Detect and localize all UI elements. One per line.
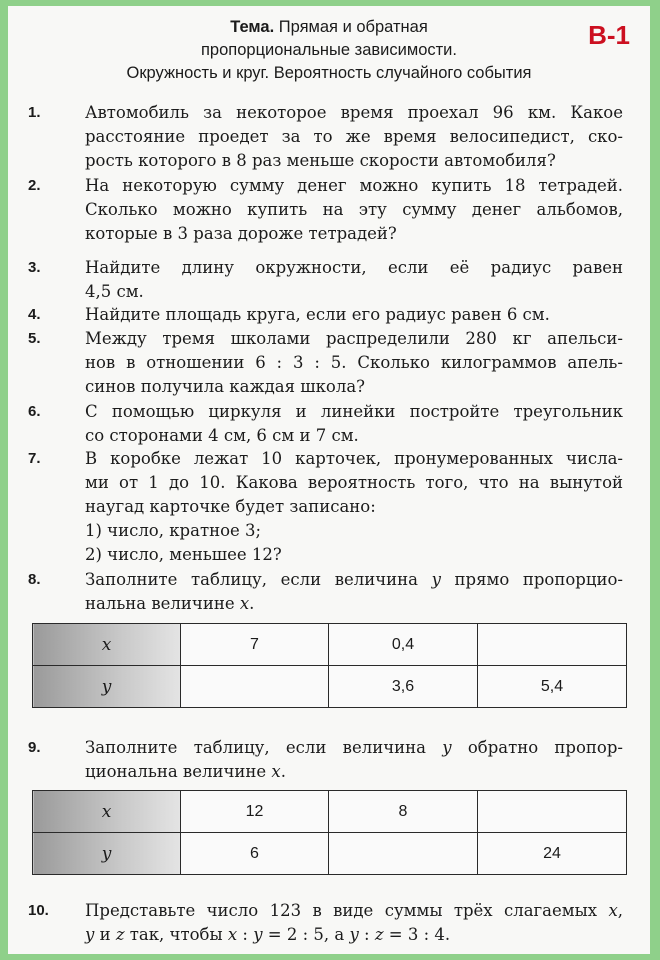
text-part: циональна величине: [85, 762, 272, 781]
row-header-x: x: [33, 624, 181, 666]
table-cell[interactable]: 5,4: [478, 666, 627, 708]
text-part: прямо пропорцио-: [440, 570, 623, 589]
table-cell[interactable]: 7: [181, 624, 329, 666]
table-cell[interactable]: 12: [181, 791, 329, 833]
task-text-line: Между тремя школами распределили 280 кг апельси-: [85, 329, 623, 348]
variable-y: y: [253, 925, 263, 944]
task-text-line: С помощью циркуля и линейки постройте треугольник: [85, 402, 623, 421]
title-line-2: пропорциональные зависимости.: [201, 41, 457, 59]
task-text-line: Найдите длину окружности, если её радиус равен: [85, 258, 623, 277]
table-cell[interactable]: 3,6: [329, 666, 478, 708]
row-header-y: y: [33, 666, 181, 708]
task-text-line: расстояние проедет за то же время велосипедист, ско-: [85, 127, 623, 146]
variable-x: x: [608, 901, 618, 920]
task-text-line: [85, 923, 623, 947]
title-line-1: [8, 16, 650, 39]
task-text-line: синов получила каждая школа?: [85, 377, 366, 396]
text-part: .: [249, 594, 255, 613]
table-cell[interactable]: 6: [181, 833, 329, 875]
table-cell[interactable]: 8: [329, 791, 478, 833]
task-text-line: Сколько можно купить на эту сумму денег альбомов,: [85, 200, 623, 219]
variable-x: x: [239, 594, 250, 613]
row-header-y: y: [33, 833, 181, 875]
text-part: обратно пропор-: [451, 738, 623, 757]
table-row-y: [33, 833, 627, 875]
task-number: 4.: [28, 306, 41, 323]
task-number: 9.: [28, 739, 41, 756]
table-8: [32, 623, 627, 708]
task-text-line: На некоторую сумму денег можно купить 18 тетрадей.: [85, 176, 623, 195]
text-part: Заполните таблицу, если величина: [85, 738, 443, 757]
title-label: Тема.: [230, 18, 275, 36]
variable-x: x: [271, 762, 281, 781]
table-cell[interactable]: [478, 791, 627, 833]
task-text-line: [85, 568, 623, 592]
table-row-x: [33, 624, 627, 666]
task-number: 1.: [28, 104, 41, 121]
text-part: :: [237, 925, 254, 944]
task-text-line: ми от 1 до 10. Какова вероятность того, что на вынутой: [85, 473, 623, 492]
task-number: 6.: [28, 403, 41, 420]
variable-y: y: [85, 925, 95, 944]
table-cell[interactable]: [478, 624, 627, 666]
task-number: 8.: [28, 571, 41, 588]
text-part: и: [94, 925, 116, 944]
task-number: 7.: [28, 450, 41, 467]
table-row-x: [33, 791, 627, 833]
worksheet: [8, 6, 650, 954]
text-part: Заполните таблицу, если величина: [85, 570, 432, 589]
title-text-1: Прямая и обратная: [274, 18, 428, 36]
text-part: .: [280, 762, 286, 781]
text-part: = 3 : 4.: [383, 925, 451, 944]
variant-label: В-1: [588, 20, 630, 50]
task-number: 2.: [28, 177, 41, 194]
table-cell[interactable]: [181, 666, 329, 708]
text-part: так, чтобы: [124, 925, 228, 944]
task-text-line: [85, 760, 623, 784]
task-text-line: [85, 736, 623, 760]
table-row-y: [33, 666, 627, 708]
table-9: [32, 790, 627, 875]
task-text-line: 4,5 см.: [85, 282, 144, 301]
task-option-1: 1) число, кратное 3;: [85, 521, 262, 540]
variable-y: y: [349, 925, 359, 944]
variable-z: z: [374, 925, 384, 944]
text-part: :: [358, 925, 375, 944]
text-part: нальна величине: [85, 594, 240, 613]
task-text-line: наугад карточке будет записано:: [85, 497, 376, 516]
task-option-2: 2) число, меньшее 12?: [85, 545, 282, 564]
table-cell[interactable]: 24: [478, 833, 627, 875]
table-cell[interactable]: [329, 833, 478, 875]
header: [8, 16, 650, 85]
variable-x: x: [227, 925, 238, 944]
task-text-line: которые в 3 раза дороже тетрадей?: [85, 224, 397, 243]
title-line-3: Окружность и круг. Вероятность случайного события: [126, 64, 532, 82]
variable-y: y: [442, 738, 452, 757]
task-number: 10.: [28, 902, 49, 919]
task-text-line: В коробке лежат 10 карточек, пронумерованных числа-: [85, 449, 623, 468]
task-number: 5.: [28, 330, 41, 347]
task-text-line: нов в отношении 6 : 3 : 5. Сколько килограммов апель-: [85, 353, 623, 372]
task-text-line: Автомобиль за некоторое время проехал 96 км. Какое: [85, 103, 623, 122]
variable-z: z: [115, 925, 125, 944]
text-part: Представьте число 123 в виде суммы трёх слагаемых: [85, 901, 609, 920]
table-cell[interactable]: 0,4: [329, 624, 478, 666]
task-number: 3.: [28, 259, 41, 276]
variable-y: y: [431, 570, 441, 589]
text-part: ,: [617, 901, 623, 920]
task-text-line: рость которого в 8 раз меньше скорости автомобиля?: [85, 151, 556, 170]
text-part: = 2 : 5, а: [262, 925, 350, 944]
task-text-line: [85, 899, 623, 923]
task-text-line: со сторонами 4 см, 6 см и 7 см.: [85, 426, 359, 445]
row-header-x: x: [33, 791, 181, 833]
task-text-line: Найдите площадь круга, если его радиус равен 6 см.: [85, 305, 550, 324]
task-text-line: [85, 592, 623, 616]
